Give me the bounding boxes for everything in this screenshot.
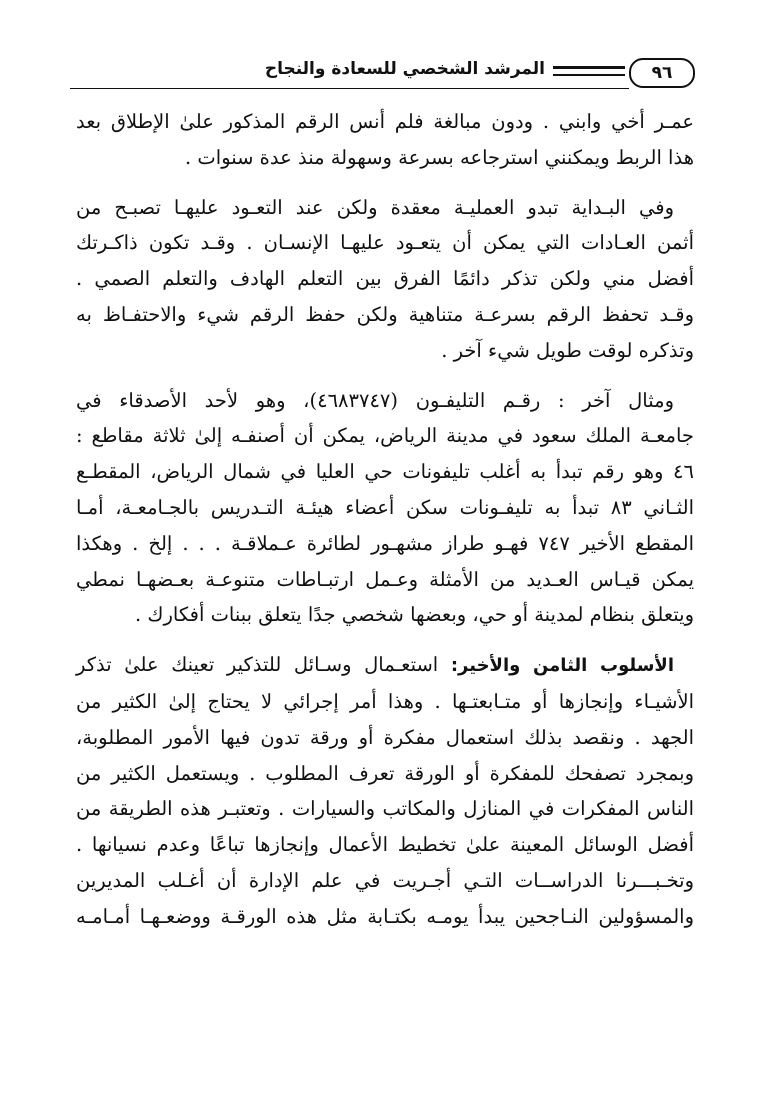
text-line: عمـر أخي وابني . ودون مبالغة فلم أنس الرقم المذكور علىٰ الإطلاق بعد <box>76 110 694 133</box>
header-underline <box>70 88 629 89</box>
text-line: الثـاني ٨٣ تبدأ به تليفـونات سكن أعضاء هيئـة التـدريس بالجـامعـة، أمـا <box>76 495 694 519</box>
text-line: وتذكره لوقت طويل شيء آخر . <box>441 338 694 362</box>
text-line-lead <box>76 647 694 684</box>
paragraph-3 <box>76 383 694 634</box>
text-line: والمسؤولين النـاجحين يبدأ يومـه بكتـابة مثل هذه الورقـة ووضعـهـا أمـامـه <box>76 904 694 928</box>
text-line: هذا الربط ويمكنني استرجاعه بسرعة وسهولة منذ عدة سنوات . <box>185 145 694 169</box>
text-fragment: استعـمال وسـائل للتذكير تعينك علىٰ تذكر <box>76 653 451 677</box>
text-line: ٤٦ وهو رقم تبدأ به أغلب تليفونات حي العليا في شمال الرياض، المقطـع <box>76 460 694 484</box>
text-line: الأشيـاء وإنجازها أو متـابعتـها . وهذا أمر إجرائي لا يحتاج إلىٰ الكثير من <box>76 689 694 713</box>
text-line: ويتعلق بنظام لمدينة أو حي، وبعضها شخصي جدًا يتعلق ببنات أفكارك . <box>135 603 694 627</box>
text-line: الجهد . ونقصد بذلك استعمال مفكرة أو ورقة تدون فيها الأمور المطلوبة، <box>76 725 694 749</box>
page-header <box>70 56 695 96</box>
text-line: ومثال آخر : رقـم التليفـون (٤٦٨٣٧٤٧)، وهو لأحد الأصدقاء في <box>76 388 674 412</box>
text-line: أفضل الوسائل المعينة علىٰ تخطيط الأعمال وإنجازها تباعًا وعدم نسيانها . <box>76 833 694 857</box>
paragraph-4 <box>76 647 694 934</box>
text-line: وتخـبـــرنا الدراســات التـي أجـريت في علم الإدارة أن أغـلب المديرين <box>76 868 694 892</box>
text-line: أفضل مني ولكن تذكر دائمًا الفرق بين التعلم الهادف والتعلم الصمي . <box>76 267 694 291</box>
text-line: يمكن قيـاس العـديد من الأمثلة وعـمل ارتبـاطات متنوعـة بعـضهـا نمطي <box>76 567 694 591</box>
header-double-rule <box>553 66 625 76</box>
paragraph-2 <box>76 190 694 369</box>
body-text <box>76 104 694 949</box>
text-line: المقطع الأخير ٧٤٧ فهـو طراز مشهـور لطائرة عـملاقـة . . . إلخ . وهكذا <box>76 531 694 555</box>
paragraph-1 <box>76 104 694 176</box>
page-number: ٩٦ <box>629 58 695 88</box>
text-line: جامعـة الملك سعود في مدينة الرياض، يمكن أن أصنفـه إلىٰ ثلاثة مقاطع : <box>76 424 694 448</box>
text-line: وقـد تحفظ الرقم بسرعـة متناهية ولكن حفظ الرقم شيء والاحتفـاظ به <box>76 302 694 326</box>
text-line: أثمن العـادات التي يمكن أن يتعـود عليهـا الإنسـان . وقـد تكون ذاكـرتك <box>76 231 694 255</box>
text-line: وبمجرد تصفحك للمفكرة أو الورقة تعرف المطلوب . ويستعمل الكثير من <box>76 761 694 785</box>
running-title: المرشد الشخصي للسعادة والنجاح <box>264 59 545 79</box>
section-lead: الأسلوب الثامن والأخير: <box>450 655 674 677</box>
text-line: الناس المفكرات في المنازل والمكاتب والسيارات . وتعتبـر هذه الطريقة من <box>76 797 694 821</box>
text-line: وفي البـداية تبدو العمليـة معقدة ولكن عند التعـود عليهـا تصبـح من <box>76 195 674 219</box>
